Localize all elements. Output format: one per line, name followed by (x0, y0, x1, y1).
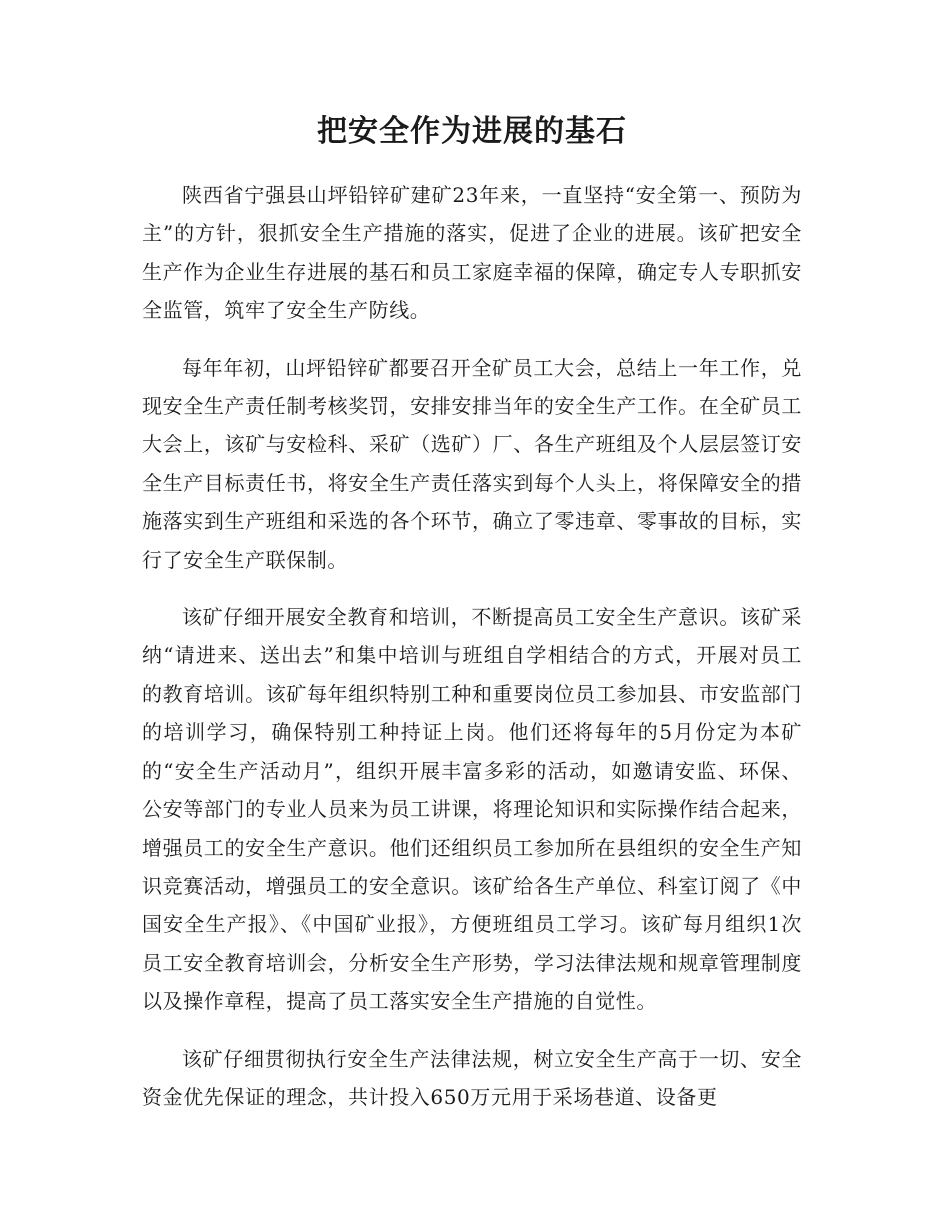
document-page (142, 110, 802, 1135)
paragraph-2: 每年年初，山坪铅锌矿都要召开全矿员工大会，总结上一年工作，兑现安全生产责任制考核奖罚，安排安排当年的安全生产工作。在全矿员工大会上，该矿与安检科、采矿（选矿）厂、各生产班组及个人层层签订安全生产目标责任书，将安全生产责任落实到每个人头上，将保障安全的措施落实到生产班组和采选的各个环节，确立了零违章、零事故的目标，实行了安全生产联保制。 (142, 355, 802, 572)
document-title: 把安全作为进展的基石 (317, 114, 627, 149)
paragraph-1: 陕西省宁强县山坪铅锌矿建矿23年来，一直坚持“安全第一、预防为主”的方针，狠抓安全生产措施的落实，促进了企业的进展。该矿把安全生产作为企业生存进展的基石和员工家庭幸福的保障，确定专人专职抓安全监管，筑牢了安全生产防线。 (142, 183, 802, 323)
paragraph-4: 该矿仔细贯彻执行安全生产法律法规，树立安全生产高于一切、安全资金优先保证的理念，共计投入650万元用于采场巷道、设备更 (142, 1046, 802, 1109)
paragraph-3: 该矿仔细开展安全教育和培训，不断提高员工安全生产意识。该矿采纳“请进来、送出去”和集中培训与班组自学相结合的方式，开展对员工的教育培训。该矿每年组织特别工种和重要岗位员工参加县、市安监部门的培训学习，确保特别工种持证上岗。他们还将每年的5月份定为本矿的“安全生产活动月”，组织开展丰富多彩的活动，如邀请安监、环保、公安等部门的专业人员来为员工讲课，将理论知识和实际操作结合起来，增强员工的安全生产意识。他们还组织员工参加所在县组织的安全生产知识竞赛活动，增强员工的安全意识。该矿给各生产单位、科室订阅了《中国安全生产报》、《中国矿业报》，方便班组员工学习。该矿每月组织1次员工安全教育培训会，分析安全生产形势，学习法律法规和规章管理制度以及操作章程，提高了员工落实安全生产措施的自觉性。 (142, 605, 802, 1014)
